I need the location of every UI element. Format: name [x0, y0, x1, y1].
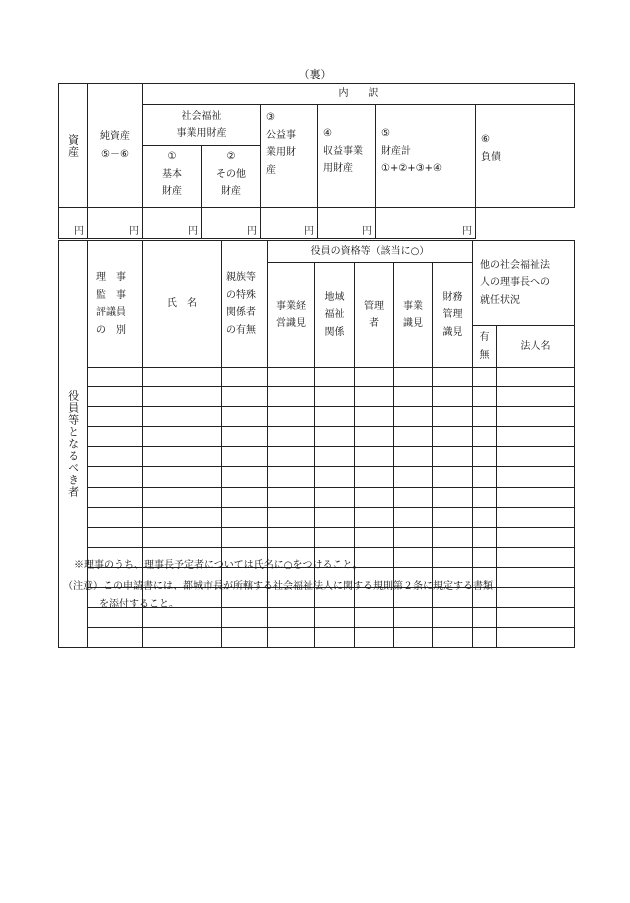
entry-cell[interactable] — [143, 508, 222, 528]
entry-cell[interactable] — [355, 467, 394, 488]
entry-cell[interactable] — [355, 528, 394, 548]
entry-cell[interactable] — [268, 467, 315, 488]
public-interest-property-header: ③ 公益事 業用財 産 — [261, 105, 318, 208]
table-row — [59, 447, 575, 467]
assets-table — [58, 83, 575, 239]
table-row — [59, 628, 575, 648]
entry-cell[interactable] — [88, 488, 143, 508]
entry-cell[interactable] — [497, 628, 575, 648]
entry-cell[interactable] — [473, 548, 497, 568]
entry-cell[interactable] — [394, 628, 433, 648]
entry-cell[interactable] — [433, 528, 473, 548]
entry-cell[interactable] — [394, 508, 433, 528]
entry-cell[interactable] — [88, 467, 143, 488]
entry-cell[interactable] — [143, 427, 222, 447]
entry-cell[interactable] — [394, 528, 433, 548]
entry-cell[interactable] — [497, 447, 575, 467]
entry-cell[interactable] — [473, 407, 497, 427]
welfare-property-header: 社会福祉 事業用財産 — [143, 105, 261, 146]
entry-cell[interactable] — [88, 508, 143, 528]
entry-cell[interactable] — [222, 447, 268, 467]
entry-cell[interactable] — [394, 488, 433, 508]
entry-cell[interactable] — [394, 407, 433, 427]
entry-cell[interactable] — [222, 387, 268, 407]
entry-cell[interactable] — [315, 427, 355, 447]
q-business-header: 事業経 営識見 — [268, 263, 315, 368]
page-heading: （裏） — [298, 68, 332, 81]
entry-cell[interactable] — [394, 368, 433, 387]
breakdown-header: 内 訳 — [143, 84, 575, 105]
entry-cell[interactable] — [497, 548, 575, 568]
entry-cell[interactable] — [497, 467, 575, 488]
entry-cell[interactable] — [497, 528, 575, 548]
entry-cell[interactable] — [473, 427, 497, 447]
entry-cell[interactable] — [143, 447, 222, 467]
entry-cell[interactable] — [355, 508, 394, 528]
table-row — [59, 488, 575, 508]
entry-cell[interactable] — [222, 467, 268, 488]
entry-cell[interactable] — [497, 427, 575, 447]
table-row — [59, 407, 575, 427]
yen-profit: 円 — [261, 208, 318, 239]
officer-category-header: 理 事 監 事 評議員 の 別 — [88, 241, 143, 368]
entry-cell[interactable] — [315, 467, 355, 488]
entry-cell[interactable] — [143, 387, 222, 407]
entry-cell[interactable] — [355, 628, 394, 648]
entry-cell[interactable] — [143, 488, 222, 508]
entry-cell[interactable] — [222, 368, 268, 387]
entry-cell[interactable] — [88, 427, 143, 447]
entry-cell[interactable] — [268, 387, 315, 407]
qualification-header: 役員の資格等（該当に○） — [268, 241, 473, 263]
entry-cell[interactable] — [473, 528, 497, 548]
relatives-header: 親族等 の特殊 関係者 の有無 — [222, 241, 268, 368]
entry-cell[interactable] — [473, 628, 497, 648]
entry-cell[interactable] — [433, 488, 473, 508]
profit-property-header: ④ 収益事業 用財産 — [318, 105, 376, 208]
entry-cell[interactable] — [355, 447, 394, 467]
assets-section-label: 資産 — [59, 84, 88, 208]
entry-cell[interactable] — [268, 427, 315, 447]
entry-cell[interactable] — [88, 447, 143, 467]
entry-cell[interactable] — [497, 488, 575, 508]
entry-cell[interactable] — [315, 528, 355, 548]
entry-cell[interactable] — [222, 508, 268, 528]
entry-cell[interactable] — [315, 407, 355, 427]
entry-cell[interactable] — [394, 427, 433, 447]
entry-cell[interactable] — [394, 387, 433, 407]
entry-cell[interactable] — [88, 368, 143, 387]
entry-cell[interactable] — [88, 528, 143, 548]
presence-header: 有 無 — [473, 326, 497, 368]
yen-basic: 円 — [88, 208, 143, 239]
entry-cell[interactable] — [497, 368, 575, 387]
entry-cell[interactable] — [433, 467, 473, 488]
entry-cell[interactable] — [143, 528, 222, 548]
name-header: 氏 名 — [143, 241, 222, 368]
entry-cell[interactable] — [473, 508, 497, 528]
entry-cell[interactable] — [315, 488, 355, 508]
entry-cell[interactable] — [433, 628, 473, 648]
entry-cell[interactable] — [355, 387, 394, 407]
table-row — [59, 508, 575, 528]
entry-cell[interactable] — [268, 628, 315, 648]
entry-cell[interactable] — [268, 368, 315, 387]
corp-name-header: 法人名 — [497, 326, 575, 368]
yen-liabilities: 円 — [376, 208, 476, 239]
entry-cell[interactable] — [433, 407, 473, 427]
entry-cell[interactable] — [268, 407, 315, 427]
table-row — [59, 528, 575, 548]
entry-cell[interactable] — [433, 368, 473, 387]
entry-cell[interactable] — [268, 508, 315, 528]
entry-cell[interactable] — [497, 407, 575, 427]
entry-cell[interactable] — [268, 488, 315, 508]
entry-cell[interactable] — [433, 508, 473, 528]
entry-cell[interactable] — [222, 407, 268, 427]
total-property-header: ⑤ 財産計 ①+②+③+④ — [376, 105, 476, 208]
entry-cell[interactable] — [355, 427, 394, 447]
entry-cell[interactable] — [394, 467, 433, 488]
entry-cell[interactable] — [143, 368, 222, 387]
entry-cell[interactable] — [88, 387, 143, 407]
entry-cell[interactable] — [473, 467, 497, 488]
q-finance-header: 財務 管理 識見 — [433, 263, 473, 368]
entry-cell[interactable] — [394, 447, 433, 467]
yen-public-interest: 円 — [202, 208, 261, 239]
entry-cell[interactable] — [315, 447, 355, 467]
liabilities-header: ⑥ 負債 — [476, 105, 575, 208]
entry-cell[interactable] — [222, 488, 268, 508]
entry-cell[interactable] — [355, 488, 394, 508]
entry-cell[interactable] — [315, 368, 355, 387]
note-attachments: （注意）この申請書には、都城市長が所轄する社会福祉法人に関する規則第２条に規定する書類 を添付すること。 — [63, 581, 493, 610]
table-row — [59, 368, 575, 387]
other-property-header: ② その他 財産 — [202, 146, 261, 208]
basic-property-header: ① 基本 財産 — [143, 146, 202, 208]
yen-net-assets: 円 — [59, 208, 88, 239]
entry-cell[interactable] — [222, 427, 268, 447]
entry-cell[interactable] — [143, 628, 222, 648]
officers-section-label: 役員等となるべき者 — [59, 241, 88, 648]
entry-cell[interactable] — [473, 387, 497, 407]
entry-cell[interactable] — [222, 528, 268, 548]
table-row — [59, 427, 575, 447]
entry-cell[interactable] — [433, 548, 473, 568]
q-insight-header: 事業 識見 — [394, 263, 433, 368]
entry-cell[interactable] — [268, 528, 315, 548]
entry-cell[interactable] — [268, 447, 315, 467]
entry-cell[interactable] — [497, 387, 575, 407]
entry-cell[interactable] — [433, 387, 473, 407]
yen-other: 円 — [143, 208, 202, 239]
table-row — [59, 387, 575, 407]
net-assets-header: 純資産 ⑤－⑥ — [88, 84, 143, 208]
entry-cell[interactable] — [88, 628, 143, 648]
entry-cell[interactable] — [473, 488, 497, 508]
entry-cell[interactable] — [497, 508, 575, 528]
entry-cell[interactable] — [394, 548, 433, 568]
entry-cell[interactable] — [88, 407, 143, 427]
entry-cell[interactable] — [143, 407, 222, 427]
entry-cell[interactable] — [315, 508, 355, 528]
entry-cell[interactable] — [143, 467, 222, 488]
entry-cell[interactable] — [355, 407, 394, 427]
yen-total: 円 — [318, 208, 376, 239]
entry-cell[interactable] — [315, 628, 355, 648]
q-manager-header: 管理 者 — [355, 263, 394, 368]
entry-cell[interactable] — [473, 368, 497, 387]
note-chair-marking: ※理事のうち、理事長予定者については氏名に○をつけること。 — [74, 560, 363, 571]
entry-cell[interactable] — [222, 628, 268, 648]
other-corporation-header: 他の社会福祉法 人の理事長への 就任状況 — [473, 241, 575, 326]
entry-cell[interactable] — [473, 447, 497, 467]
entry-cell[interactable] — [433, 427, 473, 447]
entry-cell[interactable] — [315, 387, 355, 407]
entry-cell[interactable] — [433, 447, 473, 467]
entry-cell[interactable] — [355, 368, 394, 387]
q-local-header: 地域 福祉 関係 — [315, 263, 355, 368]
table-row — [59, 467, 575, 488]
